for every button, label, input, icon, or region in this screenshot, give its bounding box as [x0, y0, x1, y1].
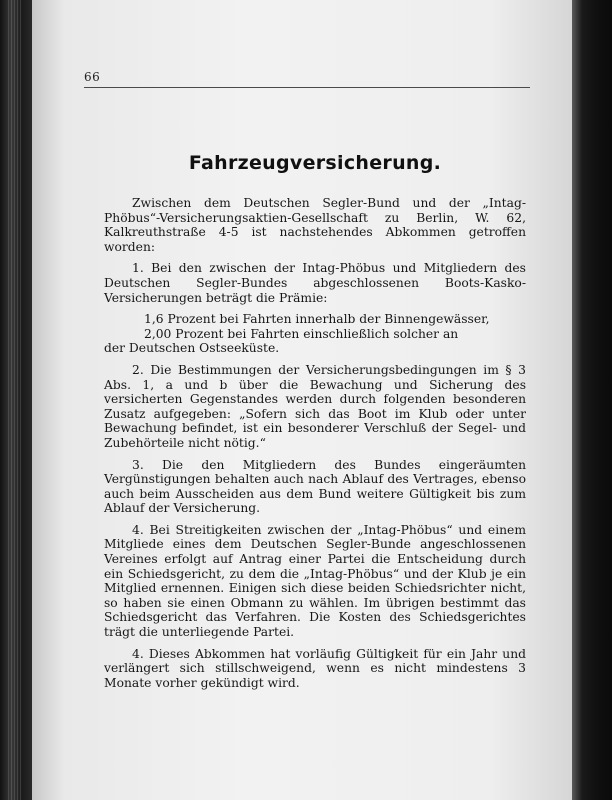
header-rule [84, 87, 530, 88]
clause-2: 2. Die Bestimmungen der Versicherungsbedingungen im § 3 Abs. 1, a und b über die Bewachung und Sicherung des versicherten Gegenstandes werden durch folgenden besonderen Zusatz aufgegeben: „Sofern sich das Boot im Klub oder unter Bewachung befindet, ist ein besonderer Verschluß der Segel- und Zubehörteile nicht nötig.“ [104, 362, 526, 450]
book-binding-left [0, 0, 32, 800]
clause-1: 1. Bei den zwischen der Intag-Phöbus und Mitgliedern des Deutschen Segler-Bundes abgeschlossenen Boots-Kasko-Versicherungen beträgt die Prämie: [104, 261, 526, 305]
page-title: Fahrzeugversicherung. [188, 152, 442, 174]
rate-baltic-coast-continued: der Deutschen Ostseeküste. [104, 341, 280, 356]
book-edge-right [572, 0, 612, 800]
intro-paragraph: Zwischen dem Deutschen Segler-Bund und der „Intag-Phöbus“-Versicherungsaktien-Gesellschaft zu Berlin, W. 62, Kalkreuthstraße 4-5 ist nachstehendes Abkommen getroffen worden: [104, 196, 526, 254]
agreement-text [104, 196, 526, 697]
rate-inland-waters: 1,6 Prozent bei Fahrten innerhalb der Binnengewässer, [144, 312, 490, 327]
clause-3: 3. Die den Mitgliedern des Bundes eingeräumten Vergünstigungen behalten auch nach Ablauf des Vertrages, ebenso auch beim Ausscheiden aus dem Bund weitere Gültigkeit bis zum Ablauf der Versicherung. [104, 457, 526, 516]
rate-baltic-coast: 2,00 Prozent bei Fahrten einschließlich solcher an [144, 326, 459, 341]
page-number: 66 [84, 70, 101, 84]
clause-4: 4. Bei Streitigkeiten zwischen der „Intag-Phöbus“ und einem Mitgliede eines dem Deutschen Segler-Bunde angeschlossenen Vereines erfolgt auf Antrag einer Partei die Entscheidung durch ein Schiedsgericht, zu dem die „Intag-Phöbus“ und der Klub je ein Mitglied ernennen. Einigen sich diese beiden Schiedsrichter nicht, so haben sie einen Obmann zu wählen. Im übrigen bestimmt das Schiedsgericht das Verfahren. Die Kosten des Schiedsgerichtes trägt die unterliegende Partei. [104, 522, 526, 640]
clause-5: 4. Dieses Abkommen hat vorläufig Gültigkeit für ein Jahr und verlängert sich stillschweigend, wenn es nicht mindestens 3 Monate vorher gekündigt wird. [104, 646, 526, 690]
